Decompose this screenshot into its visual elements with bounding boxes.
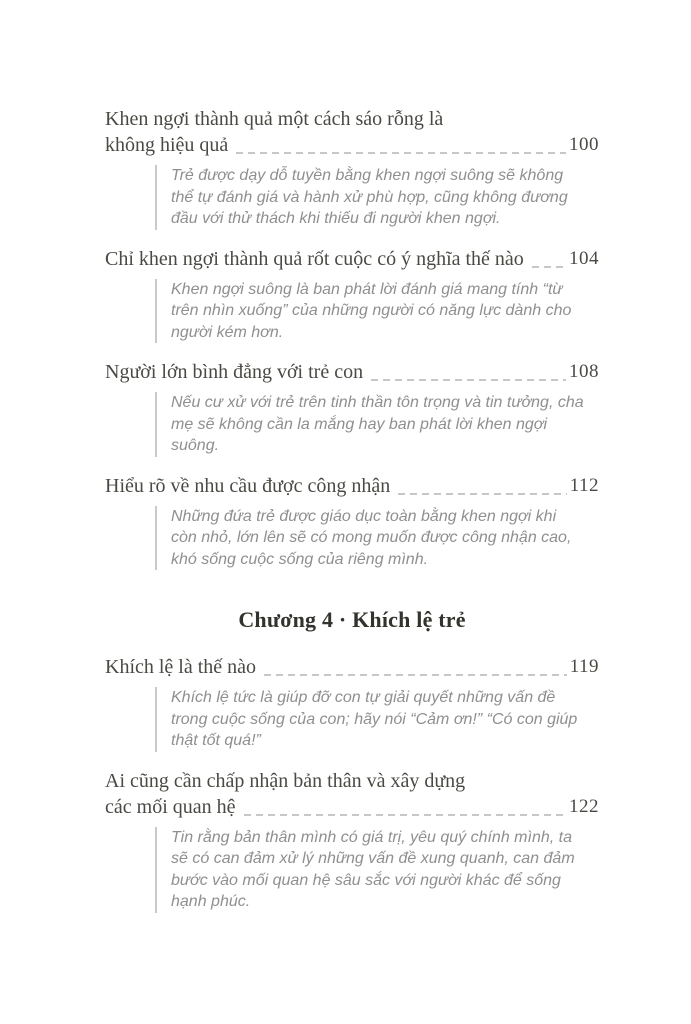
dotted-leader [244,814,567,816]
page-number: 112 [569,474,599,496]
toc-entry-title-text: Chỉ khen ngợi thành quả rốt cuộc có ý nghĩa thế nào [105,247,524,270]
dotted-leader [264,674,567,676]
chapter-heading: Chương 4 · Khích lệ trẻ [238,607,466,632]
toc-entry [105,106,599,230]
toc-entry-title [105,768,599,820]
toc-entry-description: Trẻ được dạy dỗ tuyền bằng khen ngợi suông sẽ không thể tự đánh giá và hành xử phù hợp, cũng không đương đầu với thử thách khi thiếu đi người khen ngợi. [155,165,585,230]
toc-entry-title [105,359,599,385]
page-number: 104 [569,247,599,269]
page-number: 108 [569,361,599,382]
toc-entry-title [105,654,599,680]
toc-entry-title-line [105,794,599,820]
dotted-leader [532,266,566,268]
toc-entry [105,473,599,571]
toc-entry-title [105,246,599,272]
dotted-leader [236,152,566,154]
toc-entry-title-text: Ai cũng cần chấp nhận bản thân và xây dựng [105,769,466,792]
dotted-leader [398,493,566,495]
toc-entry-description: Những đứa trẻ được giáo dục toàn bằng khen ngợi khi còn nhỏ, lớn lên sẽ có mong muốn được công nhận cao, khó sống cuộc sống của riêng mình. [155,506,585,571]
toc-entry [105,246,599,344]
toc-entry-title-text: Người lớn bình đẳng với trẻ con [105,361,364,383]
toc-entry-title-line [105,132,599,158]
toc-entry-description: Tin rằng bản thân mình có giá trị, yêu quý chính mình, ta sẽ có can đảm xử lý những vấn đề xung quanh, can đảm bước vào mối quan hệ sâu sắc với người khác để sống hạnh phúc. [155,827,585,913]
toc-entry-title-line [105,768,599,794]
page-number: 100 [569,134,599,155]
toc-entry-title-text: không hiệu quả [105,134,229,156]
toc-entry-description: Nếu cư xử với trẻ trên tinh thần tôn trọng và tin tưởng, cha mẹ sẽ không cần la mắng hay ban phát lời khen ngợi suông. [155,392,585,457]
toc-entry-description: Khích lệ tức là giúp đỡ con tự giải quyết những vấn đề trong cuộc sống của con; hãy nói “Cảm ơn!” “Có con giúp thật tốt quá!” [155,687,585,752]
toc-entry [105,768,599,913]
toc-entry-title-text: Hiểu rõ về nhu cầu được công nhận [105,474,391,497]
toc-entry [105,359,599,457]
toc-entry-title-text: Khích lệ là thế nào [105,656,257,678]
toc-entry-description: Khen ngợi suông là ban phát lời đánh giá mang tính “từ trên nhìn xuống” của những người có năng lực dành cho người kém hơn. [155,279,585,344]
toc-entry-title-line [105,473,599,499]
page-number: 122 [569,795,599,817]
toc-entry-title-text: Khen ngợi thành quả một cách sáo rỗng là [105,108,444,130]
toc-entry-title [105,106,599,158]
page-number: 119 [569,656,599,677]
toc-entry [105,654,599,752]
toc-entry-title-line [105,246,599,272]
dotted-leader [371,379,566,381]
toc-entry-title [105,473,599,499]
toc-entry-title-line [105,654,599,680]
toc-entry-title-text: các mối quan hệ [105,795,236,818]
toc-entry-title-line [105,106,599,132]
toc-entry-title-line [105,359,599,385]
